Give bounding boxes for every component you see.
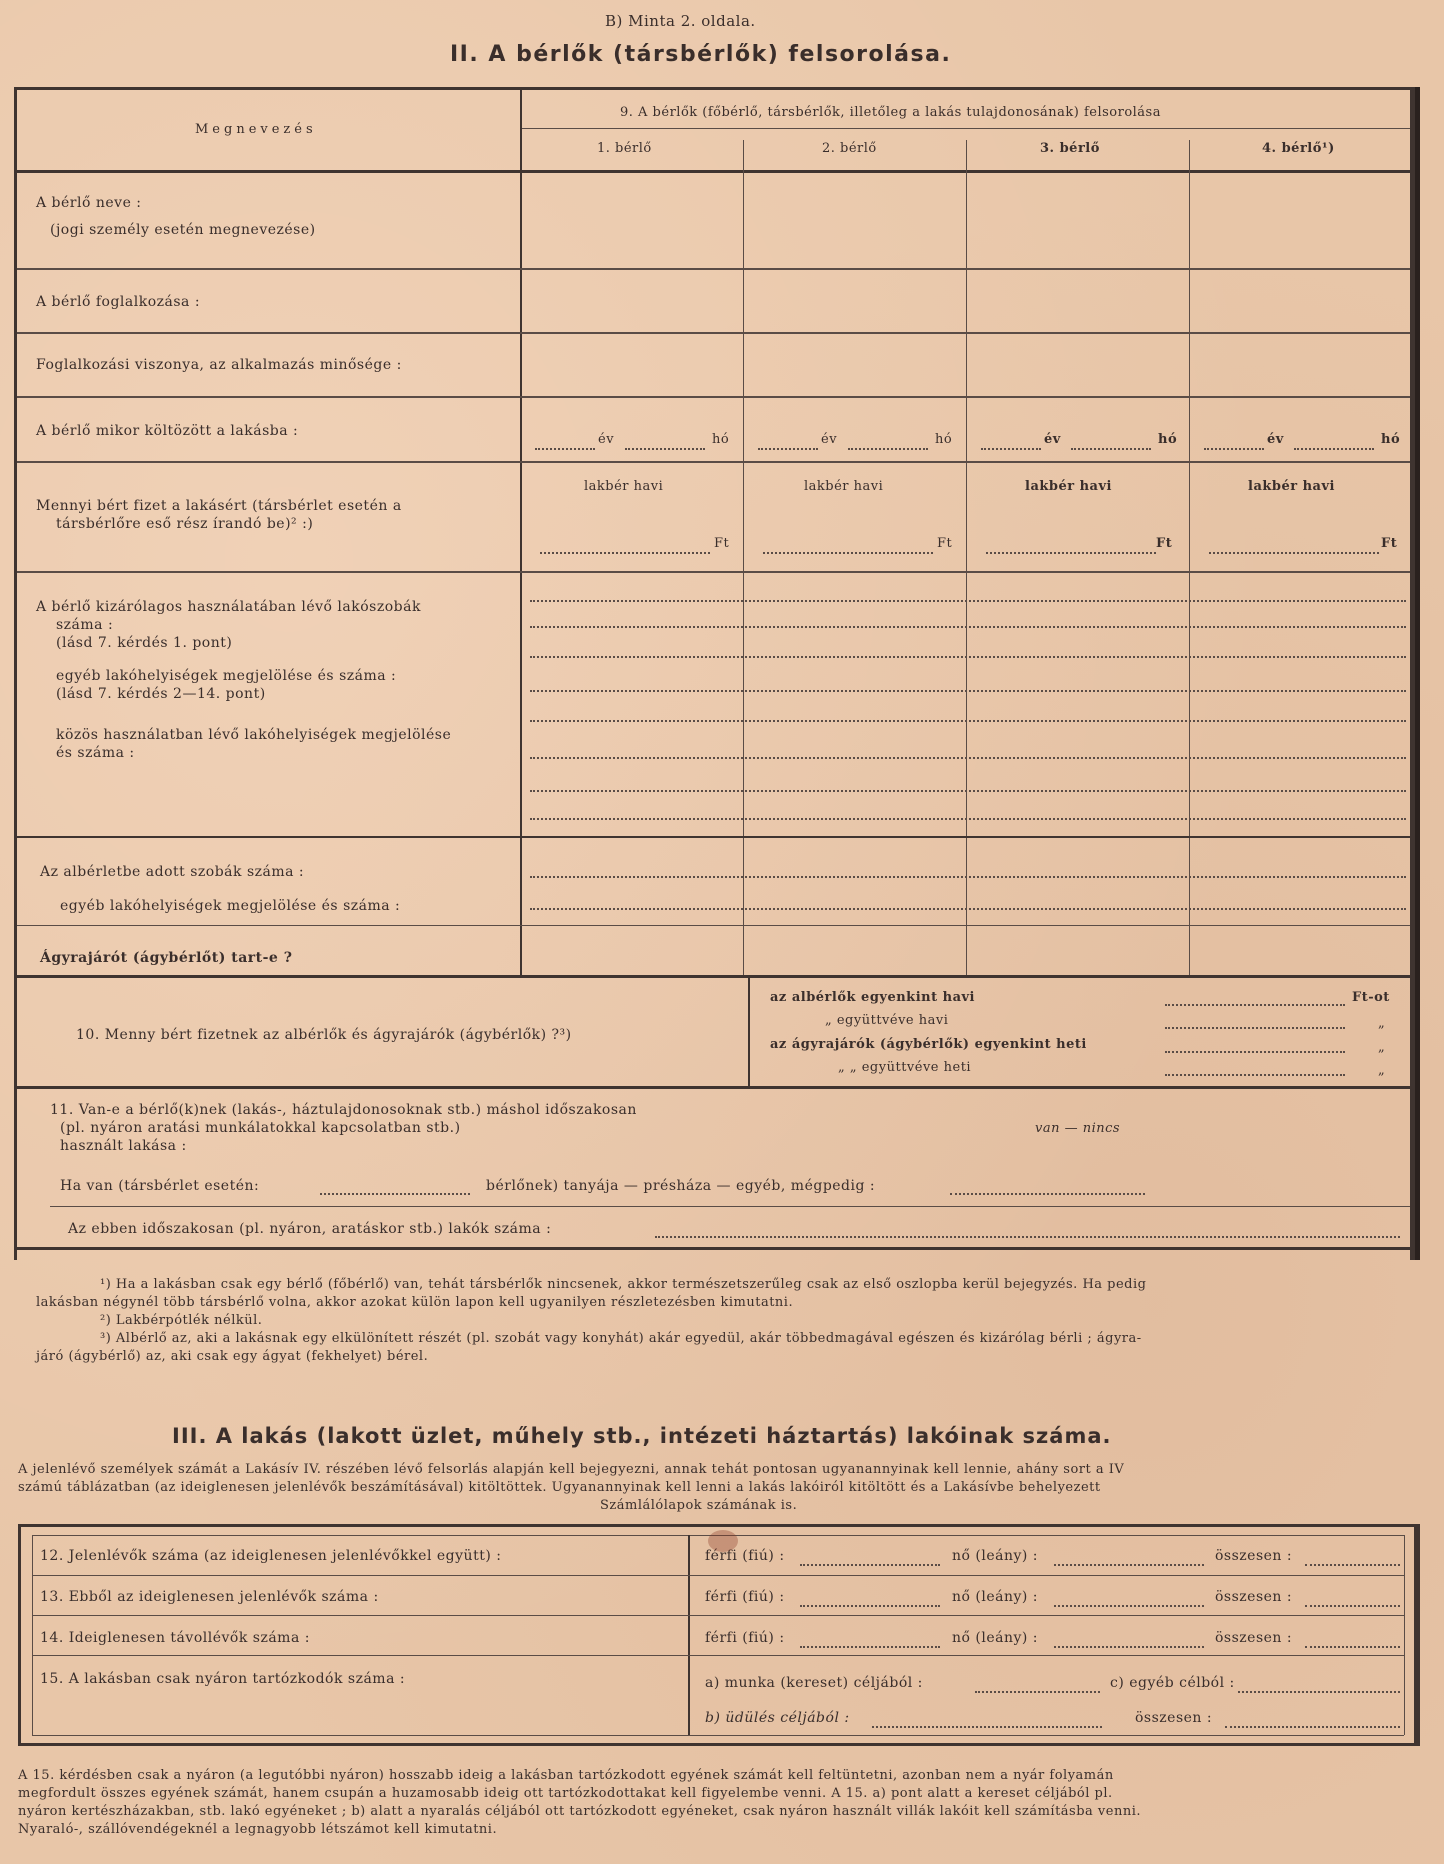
male-label: férfi (fiú) : <box>705 1589 785 1605</box>
row-label-tenant-name: A bérlő neve : <box>36 195 142 211</box>
col-header-tenant-list: 9. A bérlők (főbérlő, társbérlők, illetőleg a lakás tulajdonosának) felsorolása <box>620 105 1161 120</box>
section-2-title: II. A bérlők (társbérlők) felsorolása. <box>450 42 952 67</box>
row-label-sublet-rooms: Az albérletbe adott szobák száma : <box>40 864 305 880</box>
total-label: összesen : <box>1215 1589 1293 1605</box>
q11-question-1: 11. Van-e a bérlő(k)nek (lakás-, háztulajdonosoknak stb.) máshol időszakosan <box>50 1102 637 1118</box>
q10-bedlodger-total-weekly: „ „ együttvéve heti <box>838 1060 972 1075</box>
month-label: hó <box>1381 432 1401 447</box>
bottom-note-1: A 15. kérdésben csak a nyáron (a legutóbbi nyáron) hosszabb ideig a lakásban tartózkodott egyének számát kell feltüntetni, azonban nem a nyár folyamán <box>18 1768 1114 1783</box>
row-label-sublet-other: egyéb lakóhelyiségek megjelölése és száma : <box>60 898 401 914</box>
q11-property-types: bérlőnek) tanyája — présháza — egyéb, mégpedig : <box>486 1178 876 1194</box>
female-label: nő (leány) : <box>952 1630 1039 1646</box>
q10-unit-ft: Ft-ot <box>1352 990 1390 1005</box>
forint-label: Ft <box>714 536 730 551</box>
bottom-note-3: nyáron kertészházakban, stb. lakó egyéneket ; b) alatt a nyaralás céljából ott tartózkodott egyéneket, csak nyáron használt villák lakóit kell számításba venni. <box>18 1804 1141 1819</box>
row-label-common-rooms: közös használatban lévő lakóhelyiségek megjelölése <box>56 727 452 743</box>
monthly-rent-label: lakbér havi <box>584 479 664 494</box>
row-label-employment: Foglalkozási viszonya, az alkalmazás minősége : <box>36 357 402 373</box>
male-label: férfi (fiú) : <box>705 1630 785 1646</box>
year-label: év <box>1044 432 1061 447</box>
row-label-exclusive-ref: (lásd 7. kérdés 1. pont) <box>56 635 233 651</box>
section-3-intro-3: Számlálólapok számának is. <box>600 1498 798 1513</box>
q15-summer-only: 15. A lakásban csak nyáron tartózkodók száma : <box>40 1671 406 1687</box>
q10-question: 10. Menny bért fizetnek az albérlők és ágyrajárók (ágybérlők) ?³) <box>76 1027 572 1043</box>
monthly-rent-label: lakbér havi <box>1025 479 1112 494</box>
col-header-megnevezes: Megnevezés <box>195 122 317 137</box>
year-label: év <box>1267 432 1284 447</box>
col-header-tenant-4: 4. bérlő¹) <box>1262 141 1335 156</box>
q11-question-2: (pl. nyáron aratási munkálatokkal kapcsolatban stb.) <box>60 1120 461 1136</box>
section-3-title: III. A lakás (lakott üzlet, műhely stb., intézeti háztartás) lakóinak száma. <box>172 1424 1112 1448</box>
q13-temp-present: 13. Ebből az ideiglenesen jelenlévők száma : <box>40 1589 379 1605</box>
month-label: hó <box>935 432 953 447</box>
row-label-common-count: és száma : <box>56 745 135 761</box>
row-label-occupation: A bérlő foglalkozása : <box>36 294 201 310</box>
total-label: összesen : <box>1215 1630 1293 1646</box>
bottom-note-4: Nyaraló-, szállóvendégeknél a legnagyobb létszámot kell kimutatni. <box>18 1822 498 1837</box>
col-header-tenant-2: 2. bérlő <box>822 141 877 156</box>
month-label: hó <box>712 432 730 447</box>
page-reference: B) Minta 2. oldala. <box>605 12 756 30</box>
bottom-note-2: megfordult összes egyének számát, hanem csupán a huzamosabb ideig ott tartózkodottakat kell figyelembe venni. A 15. a) pont alatt a kereset céljából pl. <box>18 1786 1113 1801</box>
ditto-mark: „ <box>1378 1016 1386 1031</box>
q10-bedlodger-each-weekly: az ágyrajárók (ágybérlők) egyenkint heti <box>770 1037 1087 1052</box>
year-label: év <box>598 432 615 447</box>
row-label-moved-in: A bérlő mikor költözött a lakásba : <box>36 423 299 439</box>
footnote-2: ²) Lakbérpótlék nélkül. <box>100 1313 263 1328</box>
footnote-1-b: lakásban négynél több társbérlő volna, akkor azokat külön lapon kell ugyanilyen részletezésben kimutatni. <box>36 1295 794 1310</box>
q11-if-yes-label: Ha van (társbérlet esetén: <box>60 1178 260 1194</box>
row-label-other-rooms: egyéb lakóhelyiségek megjelölése és száma : <box>56 668 397 684</box>
q11-seasonal-occupants: Az ebben időszakosan (pl. nyáron, aratáskor stb.) lakók száma : <box>68 1221 552 1237</box>
q11-question-3: használt lakása : <box>60 1138 187 1154</box>
forint-label: Ft <box>1156 536 1173 551</box>
col-header-tenant-1: 1. bérlő <box>597 141 652 156</box>
monthly-rent-label: lakbér havi <box>804 479 884 494</box>
q14-temp-absent: 14. Ideiglenesen távollévők száma : <box>40 1630 310 1646</box>
footnote-3-b: járó (ágybérlő) az, aki csak egy ágyat (fekhelyet) bérel. <box>36 1349 429 1364</box>
ink-stain <box>708 1530 738 1552</box>
footnote-3-a: ³) Albérlő az, aki a lakásnak egy elkülönített részét (pl. szobát vagy konyhát) akár egyedül, akár többedmagával egészen és kizárólag bérli ; ágyra- <box>100 1331 1142 1346</box>
row-label-exclusive-count: száma : <box>56 617 114 633</box>
col-header-tenant-3: 3. bérlő <box>1040 141 1100 156</box>
section-3-intro-2: számú táblázatban (az ideiglenesen jelenlévők beszámításával) kitöltöttek. Ugyanannyinak kell lenni a lakás lakóiról kitöltött és a Lakásívbe behelyezett <box>18 1480 1101 1495</box>
row-label-bed-lodger: Ágyrajárót (ágybérlőt) tart-e ? <box>40 950 293 966</box>
female-label: nő (leány) : <box>952 1548 1039 1564</box>
row-label-legal-entity: (jogi személy esetén megnevezése) <box>50 222 316 238</box>
section-3-intro-1: A jelenlévő személyek számát a Lakásív IV. részében lévő felsorlás alapján kell bejegyezni, annak tehát pontosan ugyanannyinak kell lennie, ahány sort a IV <box>18 1462 1125 1477</box>
holiday-purpose-label: b) üdülés céljából : <box>705 1710 850 1726</box>
q10-sublet-total-monthly: „ együttvéve havi <box>825 1013 949 1028</box>
row-label-exclusive-rooms: A bérlő kizárólagos használatában lévő lakószobák <box>36 599 421 615</box>
q12-present: 12. Jelenlévők száma (az ideiglenesen jelenlévőkkel együtt) : <box>40 1548 502 1564</box>
q10-sublet-each-monthly: az albérlők egyenkint havi <box>770 990 975 1005</box>
male-label: férfi (fiú) : <box>705 1548 785 1564</box>
footnote-1-a: ¹) Ha a lakásban csak egy bérlő (főbérlő) van, tehát társbérlők nincsenek, akkor természetszerűleg csak az első oszlopba kerül bejegyzés. Ha pedig <box>100 1277 1147 1292</box>
ditto-mark: „ <box>1378 1040 1386 1055</box>
forint-label: Ft <box>937 536 953 551</box>
row-label-rent-2: társbérlőre eső rész írandó be)² :) <box>56 516 314 532</box>
work-purpose-label: a) munka (kereset) céljából : <box>705 1675 923 1691</box>
month-label: hó <box>1158 432 1178 447</box>
row-label-rent-1: Mennyi bért fizet a lakásért (társbérlet esetén a <box>36 498 402 514</box>
year-label: év <box>821 432 838 447</box>
forint-label: Ft <box>1381 536 1398 551</box>
total-label: összesen : <box>1215 1548 1293 1564</box>
female-label: nő (leány) : <box>952 1589 1039 1605</box>
ditto-mark: „ <box>1378 1063 1386 1078</box>
total-label: összesen : <box>1135 1710 1213 1726</box>
row-label-other-ref: (lásd 7. kérdés 2—14. pont) <box>56 686 266 702</box>
other-purpose-label: c) egyéb célból : <box>1110 1675 1235 1691</box>
q11-answer-options[interactable]: van — nincs <box>1035 1121 1121 1136</box>
monthly-rent-label: lakbér havi <box>1248 479 1335 494</box>
